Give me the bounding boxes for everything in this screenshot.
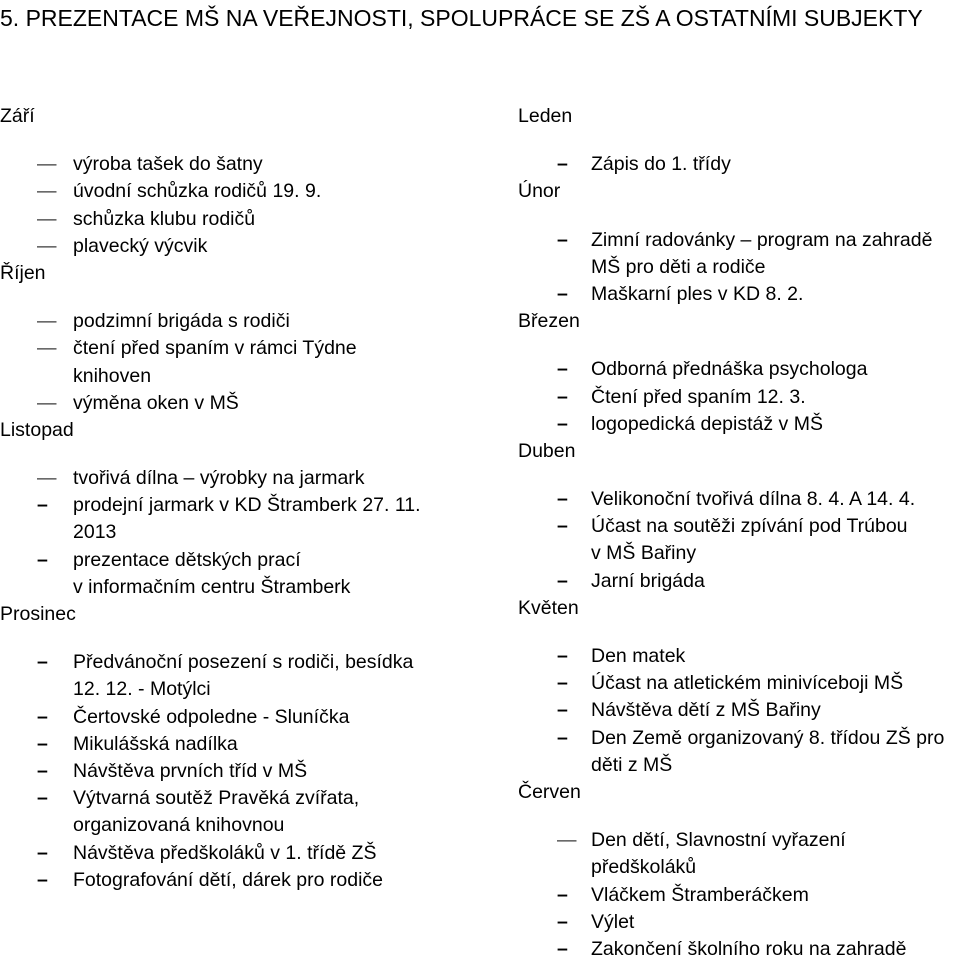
list-item [518, 936, 960, 963]
month-heading: Říjen [0, 261, 46, 284]
item-text: Zápis do 1. třídy [591, 153, 731, 176]
dash-bullet: – [557, 699, 568, 722]
list-item [0, 233, 510, 260]
list-item [518, 513, 960, 567]
list-item [0, 465, 510, 492]
month-section [0, 417, 510, 601]
month-heading: Březen [518, 310, 580, 333]
item-text: Fotografování dětí, dárek pro rodiče [73, 868, 384, 891]
dash-bullet: – [557, 937, 568, 960]
item-text: Jarní brigáda [591, 569, 705, 592]
dash-bullet: – [37, 548, 48, 571]
dash-bullet: – [37, 732, 48, 755]
item-text: čtení před spaním v rámci Týdne [73, 337, 357, 360]
dash-bullet: – [557, 488, 568, 511]
month-heading: Duben [518, 439, 576, 462]
item-text-continued: knihoven [73, 364, 152, 387]
dash-bullet: — [557, 829, 577, 852]
dash-bullet: – [557, 569, 568, 592]
item-text-continued: 12. 12. - Motýlci [73, 678, 211, 701]
dash-bullet: – [37, 494, 48, 517]
dash-bullet: – [557, 153, 568, 176]
item-text-continued: 2013 [73, 521, 117, 544]
left-column [0, 103, 510, 894]
item-text-continued: v MŠ Bařiny [591, 542, 697, 565]
item-text: Účast na atletickém minivíceboji MŠ [591, 672, 904, 695]
dash-bullet: – [557, 883, 568, 906]
dash-bullet: — [37, 207, 57, 230]
right-column [518, 103, 960, 963]
dash-bullet: – [37, 651, 48, 674]
list-item [518, 697, 960, 724]
item-text-continued: v informačním centru Štramberk [73, 575, 351, 598]
item-text: Předvánoční posezení s rodiči, besídka [73, 651, 414, 674]
list-item [0, 206, 510, 233]
list-item [518, 411, 960, 438]
list-item [0, 178, 510, 205]
month-section [518, 103, 960, 178]
dash-bullet: — [37, 337, 57, 360]
item-text: Den matek [591, 645, 686, 667]
list-item [0, 867, 510, 894]
list-item [0, 390, 510, 417]
item-text: Návštěva prvních tříd v MŠ [73, 759, 308, 782]
list-item [0, 308, 510, 335]
dash-bullet: — [37, 153, 57, 176]
list-item [518, 725, 960, 779]
item-text: Velikonoční tvořivá dílna 8. 4. A 14. 4. [591, 488, 916, 511]
list-item [0, 704, 510, 731]
item-text: plavecký výcvik [73, 234, 208, 257]
dash-bullet: – [37, 759, 48, 782]
item-text: výměna oken v MŠ [73, 391, 239, 414]
item-text: Zimní radovánky – program na zahradě [591, 228, 933, 251]
dash-bullet: – [557, 515, 568, 538]
dash-bullet: — [37, 234, 57, 257]
page-title: 5. PREZENTACE MŠ NA VEŘEJNOSTI, SPOLUPRÁCE SE ZŠ A OSTATNÍMI SUBJEKTY [0, 5, 923, 31]
dash-bullet: – [557, 358, 568, 381]
item-text: Odborná přednáška psychologa [591, 358, 868, 381]
item-text: logopedická depistáž v MŠ [591, 412, 823, 435]
item-text: schůzka klubu rodičů [73, 207, 256, 230]
item-text: prezentace dětských prací [73, 548, 301, 571]
item-text: Čertovské odpoledne - Sluníčka [73, 705, 350, 728]
month-heading: Květen [518, 596, 579, 619]
item-text: tvořivá dílna – výrobky na jarmark [73, 467, 365, 490]
list-item [0, 335, 510, 389]
item-text-continued: organizovaná knihovnou [73, 814, 285, 837]
dash-bullet: – [557, 282, 568, 305]
month-section [518, 438, 960, 595]
item-text: Čtení před spaním 12. 3. [591, 385, 806, 408]
item-text: Zakončení školního roku na zahradě [591, 937, 907, 960]
month-heading: Prosinec [0, 603, 76, 625]
list-item [518, 643, 960, 670]
list-item [0, 731, 510, 758]
list-item [518, 909, 960, 936]
month-heading: Listopad [0, 418, 74, 441]
month-section [0, 601, 510, 894]
dash-bullet: – [557, 910, 568, 933]
item-text: Vláčkem Štramberáčkem [591, 883, 809, 906]
item-text: Den Země organizovaný 8. třídou ZŠ pro [591, 726, 945, 749]
month-heading: Červen [518, 780, 581, 803]
dash-bullet: – [557, 412, 568, 435]
month-heading: Leden [518, 105, 573, 127]
list-item [518, 670, 960, 697]
item-text: Výtvarná soutěž Pravěká zvířata, [73, 787, 360, 810]
list-item [518, 486, 960, 513]
list-item [518, 356, 960, 383]
dash-bullet: – [37, 868, 48, 891]
dash-bullet: – [37, 705, 48, 728]
list-item [0, 492, 510, 546]
item-text-continued: děti z MŠ [591, 753, 673, 776]
item-text: Účast na soutěži zpívání pod Trúbou [591, 515, 908, 538]
item-text: Návštěva předškoláků v 1. třídě ZŠ [73, 841, 377, 864]
list-item [0, 785, 510, 839]
month-section [0, 103, 510, 260]
item-text-continued: MŠ pro děti a rodiče [591, 255, 766, 278]
item-text: Výlet [591, 910, 635, 933]
dash-bullet: — [37, 180, 57, 203]
item-text: Maškarní ples v KD 8. 2. [591, 282, 804, 305]
month-section [518, 595, 960, 779]
dash-bullet: – [37, 841, 48, 864]
list-item [0, 840, 510, 867]
item-text: Návštěva dětí z MŠ Bařiny [591, 699, 821, 722]
month-section [518, 308, 960, 438]
item-text: prodejní jarmark v KD Štramberk 27. 11. [73, 494, 421, 517]
dash-bullet: – [557, 645, 568, 667]
list-item [518, 227, 960, 281]
dash-bullet: – [557, 385, 568, 408]
list-item [518, 882, 960, 909]
dash-bullet: — [37, 391, 57, 414]
month-heading: Září [0, 105, 35, 127]
dash-bullet: – [557, 726, 568, 749]
month-section [518, 779, 960, 963]
list-item [0, 151, 510, 178]
list-item [518, 568, 960, 595]
list-item [0, 758, 510, 785]
list-item [0, 649, 510, 703]
list-item [518, 151, 960, 178]
list-item [0, 547, 510, 601]
dash-bullet: – [557, 228, 568, 251]
dash-bullet: — [37, 467, 57, 490]
month-heading: Únor [518, 180, 561, 203]
dash-bullet: – [37, 787, 48, 810]
list-item [518, 827, 960, 881]
item-text: podzimní brigáda s rodiči [73, 310, 290, 333]
dash-bullet: — [37, 310, 57, 333]
item-text: úvodní schůzka rodičů 19. 9. [73, 180, 322, 203]
item-text: Mikulášská nadílka [73, 732, 238, 755]
item-text-continued: předškoláků [591, 856, 697, 879]
list-item [518, 281, 960, 308]
item-text: výroba tašek do šatny [73, 153, 263, 176]
list-item [518, 384, 960, 411]
month-section [518, 178, 960, 308]
dash-bullet: – [557, 672, 568, 695]
month-section [0, 260, 510, 417]
item-text: Den dětí, Slavnostní vyřazení [591, 829, 846, 852]
